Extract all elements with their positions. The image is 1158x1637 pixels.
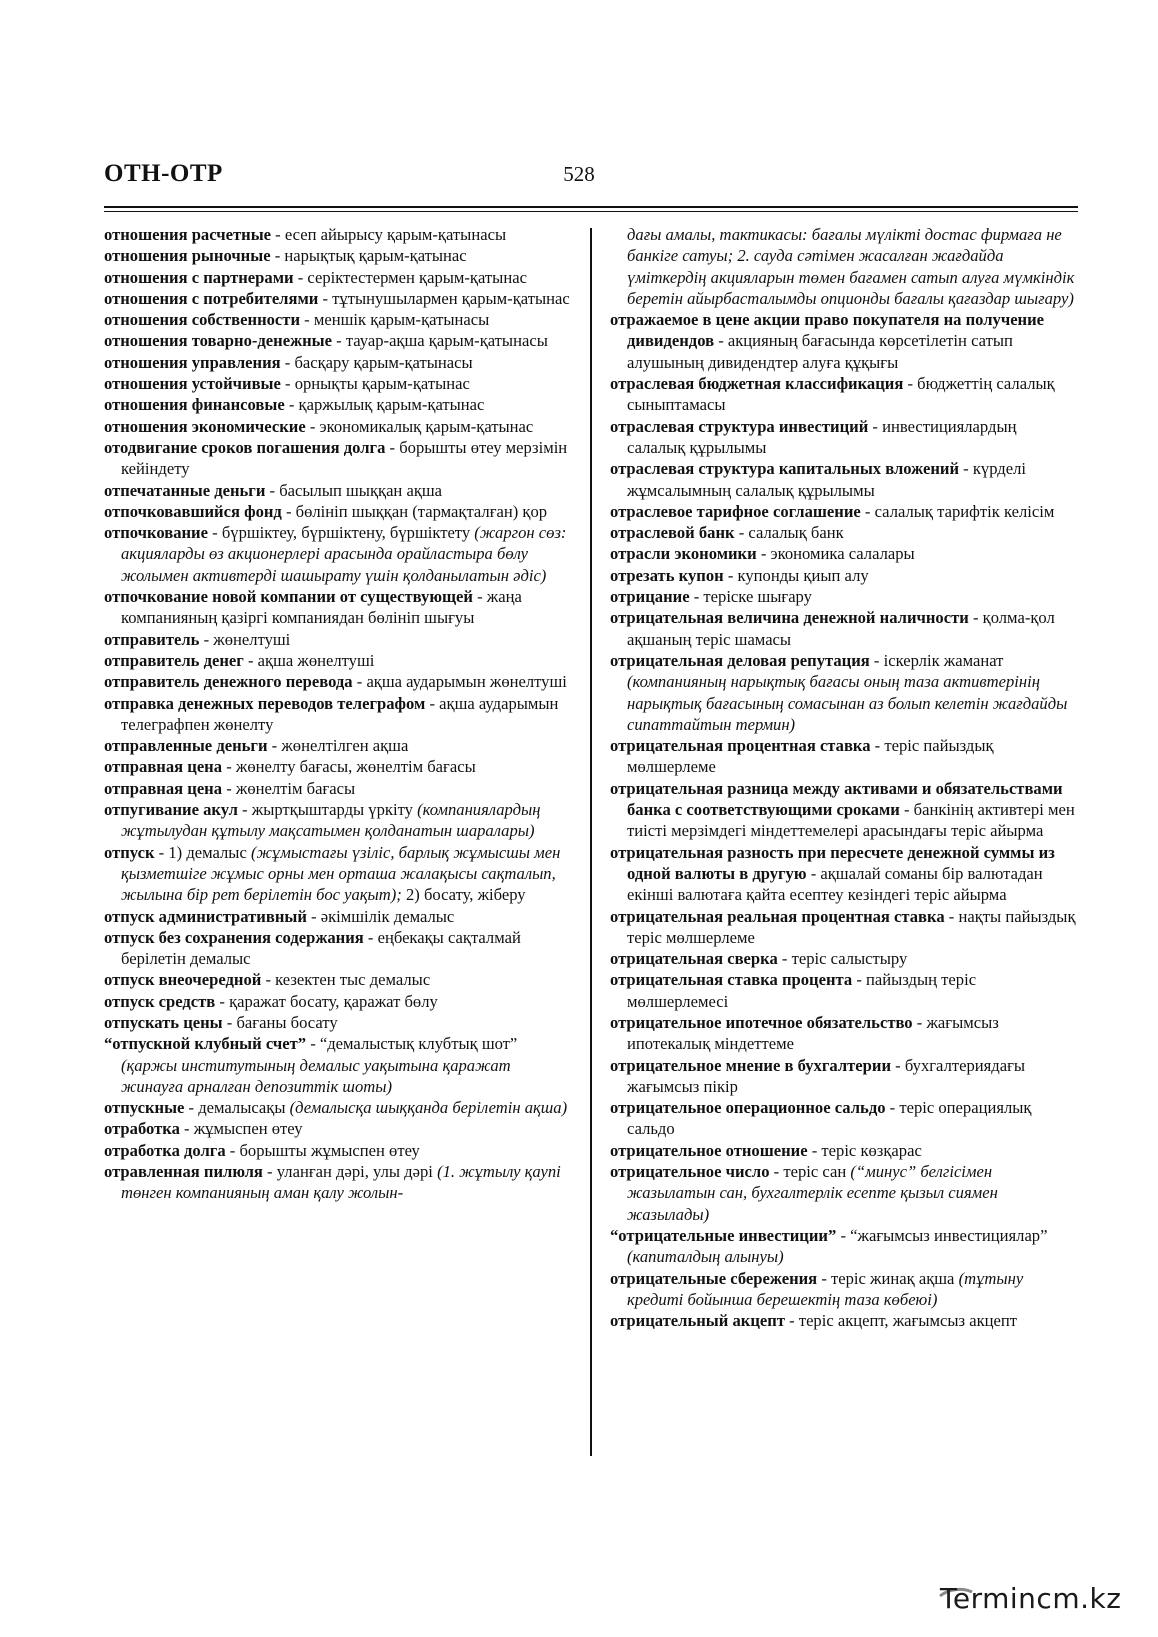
dictionary-entry [104, 416, 570, 437]
entry-term: отправитель денег [104, 650, 244, 670]
entry-term: отраслевое тарифное соглашение [610, 501, 861, 521]
dictionary-entry [610, 948, 1078, 969]
entry-separator: - [723, 565, 738, 585]
entry-separator: - [305, 416, 320, 436]
entry-term: отношения с потребителями [104, 288, 319, 308]
entry-separator: - [912, 1012, 927, 1032]
entry-term: отрицательная реальная процентная ставка [610, 906, 945, 926]
dictionary-entry [104, 586, 570, 629]
dictionary-entry [610, 1161, 1078, 1225]
dictionary-entry [610, 416, 1078, 459]
entry-translation: жағымсыз ипотекалық міндеттеме [627, 1012, 999, 1054]
entry-term: отрицательная процентная ставка [610, 736, 871, 756]
logo-text [940, 1582, 1121, 1615]
entry-separator: - [280, 374, 295, 394]
entry-note: (жұмыстағы үзіліс, барлық жұмысшы мен қызметшіге жұмыс орны мен орташа жалақысы сақталып, жылына бір рет берілетін бос уақыт); [121, 842, 561, 905]
header-rule-thin [104, 211, 1078, 212]
entry-term: отраслевая структура инвестиций [610, 416, 869, 436]
entry-translation: бөлініп шыққан (тармақталған) қор [295, 501, 548, 521]
entry-separator: - [756, 544, 771, 564]
entry-translation: әкімшілік демалыс [320, 906, 455, 926]
entry-translation: жұмыспен өтеу [193, 1119, 303, 1139]
entry-translation: ақша аударымын жөнелтуші [366, 672, 567, 692]
entry-translation: экономика салалары [770, 544, 915, 564]
dictionary-entry [104, 480, 570, 501]
dictionary-entry [104, 1161, 570, 1204]
entry-translation: демалысақы [198, 1098, 290, 1118]
entry-translation: 1) демалыс [168, 842, 251, 862]
entry-separator: - [215, 991, 230, 1011]
entry-separator: - [300, 310, 314, 330]
entry-separator: - [807, 1140, 822, 1160]
dictionary-entry [610, 607, 1078, 650]
entry-note: (тұтыну кредиті бойынша берешектің таза көбеюі) [627, 1268, 1024, 1309]
entry-term: отправная цена [104, 778, 223, 798]
dictionary-entry [104, 224, 570, 245]
entry-translation: ақша аударымын телеграфпен жөнелту [121, 693, 559, 734]
entry-term: отпуск внеочередной [104, 970, 262, 990]
logo-text-part-a: Termin [940, 1582, 1037, 1615]
entry-separator: - [472, 587, 487, 607]
entry-translation: жөнелту бағасы, жөнелтім бағасы [235, 757, 476, 777]
dictionary-entry [610, 373, 1078, 416]
dictionary-entry [610, 969, 1078, 1012]
dictionary-entry [104, 1033, 570, 1097]
entry-separator: - [817, 1268, 831, 1288]
dictionary-entry [104, 288, 570, 309]
entry-term: отпочковавшийся фонд [104, 501, 282, 521]
entry-separator: - [222, 778, 236, 798]
dictionary-entry [610, 522, 1078, 543]
entry-separator: - [179, 1119, 194, 1139]
entry-note: (1. жұтылу қаупі төнген компанияның аман қалу жолын- [121, 1162, 561, 1203]
entry-term: отрицательный акцепт [610, 1311, 785, 1331]
entry-term: отношения с партнерами [104, 267, 294, 287]
dictionary-entry [104, 522, 570, 586]
entry-separator: - [293, 267, 308, 287]
entry-separator: - [284, 395, 299, 415]
entry-translation: жыртқыштарды үркіту [251, 800, 418, 820]
entry-term: отрицательное операционное сальдо [610, 1098, 886, 1118]
entry-translation: салалық тарифтік келісім [874, 501, 1055, 521]
entry-term: отправка денежных переводов телеграфом [104, 693, 426, 713]
entry-translation: қаражат босату, қаражат бөлу [229, 991, 438, 1011]
entry-translation: бүршіктеу, бүршіктену, бүршіктету [221, 523, 475, 543]
entry-translation: банкінің активтері мен тиісті мерзімдегі міндеттемелері арасындағы теріс айырма [627, 800, 1075, 841]
entry-term: отрицательная деловая репутация [610, 650, 870, 670]
dictionary-entry [104, 267, 570, 288]
header-range: ОТН-ОТР [104, 160, 223, 187]
entry-term: отрезать купон [610, 565, 724, 585]
entry-separator: - [891, 1055, 905, 1075]
entry-note: (жаргон сөз: акцияларды өз акционерлері арасында орайластыра бөлу жолымен активтерді шашырату үшін қолданылатын әдіс) [121, 523, 567, 585]
entry-separator: - [714, 331, 728, 351]
entry-term: отношения управления [104, 352, 281, 372]
entry-translation: ақша жөнелтуші [257, 650, 375, 670]
logo-text-part-c: m.kz [1052, 1582, 1122, 1615]
entry-separator: - [769, 1162, 784, 1182]
entry-translation: борышты жұмыспен өтеу [239, 1140, 420, 1160]
entry-term: отношения расчетные [104, 225, 272, 244]
entry-separator: - [944, 906, 959, 926]
entry-translation: салалық банк [748, 523, 844, 543]
entry-separator: - [280, 352, 295, 372]
dictionary-entry [104, 437, 570, 480]
entry-term: отпуск административный [104, 906, 307, 926]
entry-translation: серіктестермен қарым-қатынас [307, 267, 527, 287]
entry-term: отношения рыночные [104, 246, 271, 266]
entry-note: дағы амалы, тактикасы: бағалы мүлікті достас фирмаға не банкіге сатуы; 2. сауда сәтімен жасалған жағдайда үміткердің акцияларын төмен бағамен сатып алуға мүмкіндік беретін айырбасталымды опционды бағалы қағаздар шығару) [627, 225, 1075, 308]
dictionary-entry [104, 650, 570, 671]
dictionary-entry [104, 352, 570, 373]
entry-translation: меншік қарым-қатынасы [313, 310, 490, 330]
entry-translation: теріс сан [783, 1162, 851, 1182]
entry-separator: - [885, 1098, 900, 1118]
entry-translation: теріс салыстыру [791, 949, 908, 969]
entry-translation: “демалыстық клубтық шот” [319, 1034, 518, 1054]
entry-term: отправленные деньги [104, 736, 268, 756]
dictionary-entry [610, 1097, 1078, 1140]
dictionary-entry [104, 671, 570, 692]
entry-term: отражаемое в цене акции право покупателя на получение дивидендов [610, 310, 1045, 351]
dictionary-entry [104, 1097, 570, 1118]
entry-term: отпочкование [104, 523, 208, 543]
entry-separator: - [270, 246, 285, 266]
entry-term: отправная цена [104, 757, 223, 777]
entry-term: отрицательная разница между активами и обязательствами банка с соответствующими сроками [610, 778, 1063, 820]
entry-separator: - [225, 1140, 240, 1160]
entry-separator: - [352, 672, 367, 692]
dictionary-entry [610, 224, 1078, 309]
entry-separator: - [281, 501, 296, 521]
entry-translation: тауар-ақша қарым-қатынасы [345, 331, 548, 351]
entry-translation: жөнелтім бағасы [235, 778, 356, 798]
entry-term: отпочкование новой компании от существующей [104, 587, 473, 607]
entry-translation: теріске шығару [703, 587, 812, 607]
entry-separator: - [199, 629, 214, 649]
entry-translation: ақшалай соманы бір валютадан екінші валютаға қайта есептеу кезіндегі теріс айырма [627, 863, 1043, 905]
entry-separator: - [306, 1034, 320, 1054]
dictionary-entry [610, 1225, 1078, 1268]
entry-separator: - [836, 1225, 851, 1245]
entry-separator: - [870, 736, 885, 756]
entry-note: (“минус” белгісімен жазылатын сан, бухгалтерлік есепте қызыл сиямен жазылады) [627, 1162, 998, 1224]
column-divider [590, 228, 592, 1456]
entry-translation: жөнелтуші [213, 629, 291, 649]
entry-term: отравленная пилюля [104, 1162, 263, 1182]
entry-term: отпускать цены [104, 1012, 223, 1032]
dictionary-entry [104, 1140, 570, 1161]
dictionary-entry [610, 842, 1078, 906]
entry-translation: нақты пайыздық теріс мөлшерлеме [627, 906, 1076, 947]
dictionary-entry [104, 969, 570, 990]
entry-term: отодвигание сроков погашения долга [104, 437, 386, 457]
dictionary-entry [104, 799, 570, 842]
entry-translation: жөнелтілген ақша [281, 736, 409, 756]
dictionary-entry [610, 309, 1078, 373]
entry-translation: кезектен тыс демалыс [275, 970, 431, 990]
entry-term: отношения финансовые [104, 395, 285, 415]
entry-term: отрицательная величина денежной наличности [610, 608, 969, 628]
entry-term: отработка долга [104, 1140, 226, 1160]
left-column [104, 224, 570, 1204]
logo-text-part-b: c [1036, 1582, 1053, 1615]
dictionary-entry [610, 778, 1078, 842]
entry-translation: еңбекақы сақталмай берілетін демалыс [121, 927, 521, 969]
entry-term: отношения устойчивые [104, 374, 281, 394]
termincom-logo [940, 1582, 1140, 1628]
entry-term: отправитель денежного перевода [104, 672, 353, 692]
entry-translation: нарықтық қарым-қатынас [284, 246, 467, 266]
entry-translation: купонды қиып алу [737, 565, 869, 585]
dictionary-entry [610, 1140, 1078, 1161]
entry-term: отрицательное число [610, 1162, 770, 1182]
entry-term: отрицательная разность при пересчете денежной суммы из одной валюты в другую [610, 842, 1055, 883]
entry-term: “отрицательные инвестиции” [610, 1225, 837, 1245]
entry-term: отрицательная сверка [610, 949, 778, 969]
header-rule-thick [104, 206, 1078, 208]
entry-term: отрицательная ставка процента [610, 970, 853, 990]
entry-separator: - [332, 331, 346, 351]
entry-separator: - [237, 800, 252, 820]
entry-term: отрицательные сбережения [610, 1268, 818, 1288]
dictionary-entry [610, 1055, 1078, 1098]
dictionary-entry [610, 1012, 1078, 1055]
entry-translation: инвестициялардың салалық құрылымы [627, 416, 1017, 457]
entry-separator: - [184, 1098, 199, 1118]
entry-separator: - [959, 459, 973, 479]
entry-translation: теріс акцепт, жағымсыз акцепт [798, 1311, 1018, 1331]
entry-translation: қолма-қол ақшаның теріс шамасы [627, 608, 1055, 649]
entry-translation: жаңа компанияның қазіргі компаниядан бөлініп шығуы [121, 587, 522, 628]
entry-separator: - [425, 693, 440, 713]
entry-separator: - [968, 608, 983, 628]
entry-translation: басылып шыққан ақша [279, 480, 443, 500]
entry-term: отпуск средств [104, 991, 216, 1011]
entry-translation: борышты өтеу мерзімін кейіндету [121, 437, 568, 479]
entry-term: отношения экономические [104, 416, 306, 436]
entry-term: отношения товарно-денежные [104, 331, 332, 351]
entry-note: (компанияның нарықтық бағасы оның таза активтерінің нарықтық бағасының сомасынан аз болып келетін жағдайды сипаттайтын термин) [627, 672, 1068, 734]
entry-note: (капиталдың алынуы) [627, 1247, 784, 1267]
entry-term: отраслевой банк [610, 523, 735, 543]
entry-separator: - [852, 970, 867, 990]
dictionary-entry [104, 394, 570, 415]
entry-note: (компаниялардың жұтылудан құтылу мақсатымен қолданатын шаралары) [121, 800, 541, 841]
entry-term: отрицательное мнение в бухгалтерии [610, 1055, 892, 1075]
entry-translation: теріс пайыздық мөлшерлеме [627, 736, 994, 777]
entry-translation: акцияның бағасында көрсетілетін сатып алушының дивидендтер алуға құқығы [627, 331, 1013, 372]
dictionary-entry [104, 1012, 570, 1033]
entry-term: отрицательное ипотечное обязательство [610, 1012, 913, 1032]
dictionary-entry [104, 330, 570, 351]
dictionary-entry [610, 1268, 1078, 1311]
dictionary-entry [104, 245, 570, 266]
entry-translation: басқару қарым-қатынасы [294, 352, 473, 372]
entry-term: отпуск [104, 842, 155, 862]
entry-term: отпугивание акул [104, 800, 238, 820]
dictionary-entry [104, 756, 570, 777]
dictionary-entry [104, 629, 570, 650]
entry-separator: - [806, 863, 821, 883]
entry-separator: - [208, 523, 222, 543]
entry-separator: - [777, 949, 792, 969]
dictionary-entry [104, 778, 570, 799]
entry-translation: күрделі жұмсалымның салалық құрылымы [627, 459, 1026, 500]
dictionary-entry [610, 458, 1078, 501]
entry-translation: қаржылық қарым-қатынас [298, 395, 485, 415]
entry-term: отрицательное отношение [610, 1140, 808, 1160]
entry-translation: “жағымсыз инвестициялар” [850, 1225, 1048, 1245]
dictionary-entry [104, 906, 570, 927]
entry-term: отраслевая бюджетная классификация [610, 374, 904, 394]
dictionary-entry [610, 586, 1078, 607]
entry-translation: пайыздың теріс мөлшерлемесі [627, 970, 977, 1011]
entry-separator: - [265, 480, 280, 500]
entry-separator: - [154, 842, 169, 862]
entry-separator: - [689, 587, 704, 607]
dictionary-entry [104, 693, 570, 736]
dictionary-entry [610, 906, 1078, 949]
entry-term: отпускные [104, 1098, 185, 1118]
dictionary-entry [610, 543, 1078, 564]
dictionary-entry [104, 1118, 570, 1139]
entry-separator: - [784, 1311, 799, 1331]
entry-separator: - [262, 1162, 277, 1182]
entry-term: отрасли экономики [610, 544, 757, 564]
dictionary-entry [610, 501, 1078, 522]
entry-term: отношения собственности [104, 310, 301, 330]
entry-note: (қаржы институтының демалыс уақытына қаражат жинауға арналған депозиттік шоты) [121, 1055, 511, 1096]
entry-translation: теріс көзқарас [821, 1140, 922, 1160]
dictionary-entry [104, 927, 570, 970]
entry-separator: - [243, 650, 258, 670]
entry-translation: іскерлік жаманат [883, 650, 1004, 670]
entry-term: отрицание [610, 587, 690, 607]
entry-separator: - [222, 1012, 237, 1032]
dictionary-entry [104, 309, 570, 330]
entry-translation: бухгалтериядағы жағымсыз пікір [627, 1055, 1026, 1096]
entry-translation: есеп айырысу қарым-қатынасы [284, 225, 507, 244]
right-column [610, 224, 1078, 1331]
entry-separator: - [363, 927, 378, 947]
entry-separator: - [261, 970, 276, 990]
entry-term: отпуск без сохранения содержания [104, 927, 364, 947]
entry-translation-continued: 2) босату, жіберу [401, 885, 526, 905]
dictionary-entry [104, 991, 570, 1012]
entry-term: отпечатанные деньги [104, 480, 266, 500]
entry-separator: - [734, 523, 749, 543]
entry-term: отправитель [104, 629, 200, 649]
entry-separator: - [318, 288, 333, 308]
entry-translation: теріс жинақ ақша [831, 1268, 959, 1288]
dictionary-entry [104, 373, 570, 394]
entry-translation: теріс операциялық сальдо [627, 1098, 1032, 1139]
entry-term: “отпускной клубный счет” [104, 1034, 307, 1054]
dictionary-entry [610, 1310, 1078, 1331]
dictionary-entry [104, 735, 570, 756]
dictionary-entry [104, 501, 570, 522]
entry-separator: - [385, 437, 400, 457]
entry-separator: - [869, 650, 884, 670]
entry-translation: экономикалық қарым-қатынас [319, 416, 534, 436]
entry-separator: - [868, 416, 883, 436]
dictionary-entry [610, 565, 1078, 586]
entry-separator: - [903, 374, 918, 394]
dictionary-entry [104, 842, 570, 906]
entry-separator: - [271, 225, 285, 244]
entry-term: отработка [104, 1119, 180, 1139]
dictionary-entry [610, 650, 1078, 735]
entry-separator: - [899, 800, 914, 820]
entry-separator: - [306, 906, 321, 926]
page-number: 528 [563, 162, 595, 186]
entry-translation: бағаны босату [236, 1012, 338, 1032]
entry-separator: - [860, 501, 875, 521]
dictionary-entry [610, 735, 1078, 778]
entry-term: отраслевая структура капитальных вложений [610, 459, 960, 479]
entry-note: (демалысқа шыққанда берілетін ақша) [289, 1098, 568, 1118]
entry-translation: уланған дәрі, улы дәрі [276, 1162, 438, 1182]
entry-separator: - [222, 757, 236, 777]
entry-translation: орнықты қарым-қатынас [294, 374, 470, 394]
entry-translation: тұтынушылармен қарым-қатынас [332, 288, 570, 308]
entry-translation: бюджеттің салалық сыныптамасы [627, 374, 1055, 415]
entry-separator: - [267, 736, 282, 756]
